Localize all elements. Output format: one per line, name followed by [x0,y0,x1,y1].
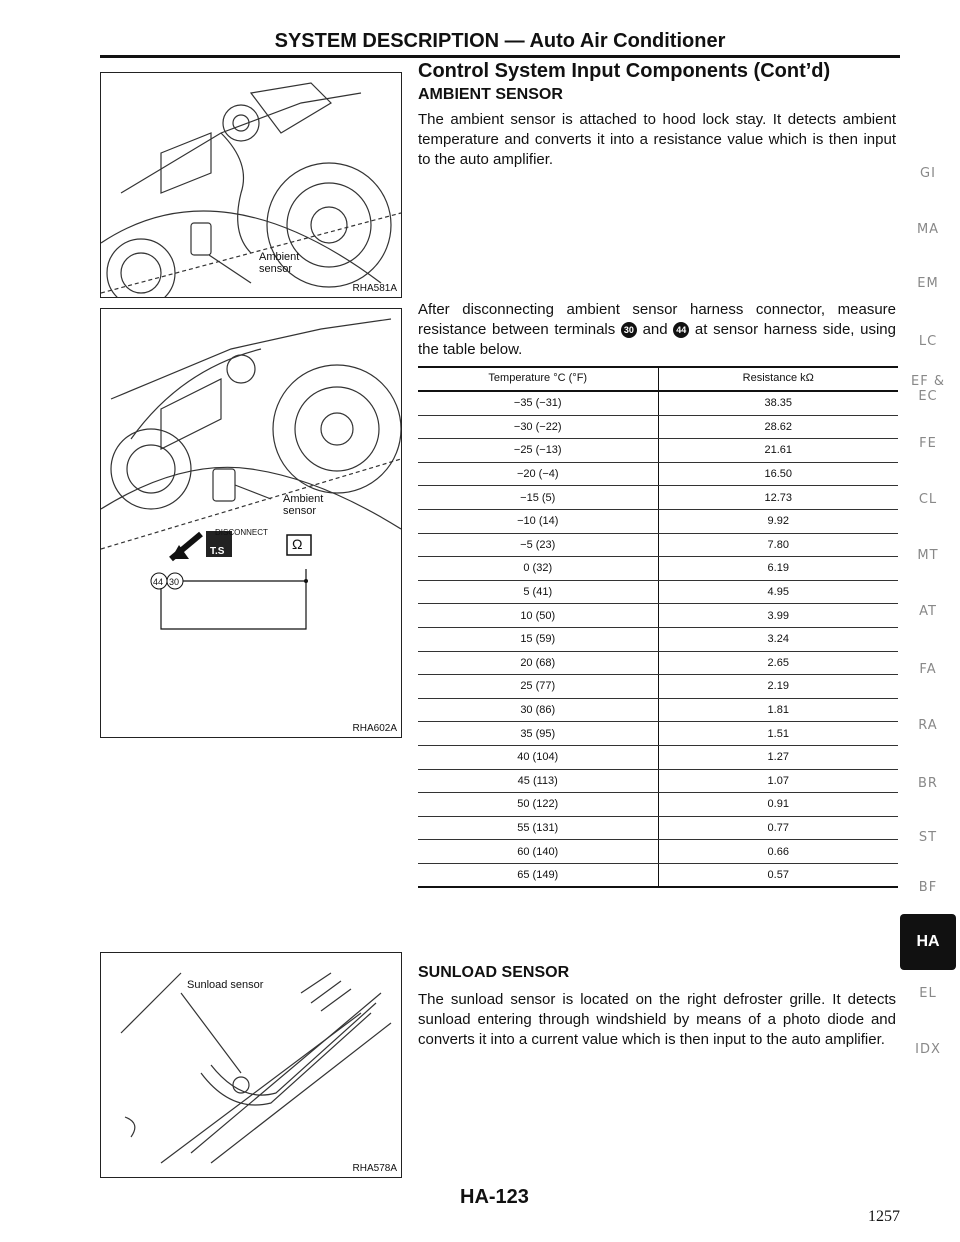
table-row [418,580,898,604]
temperature-cell: 5 (41) [418,580,658,604]
temperature-cell: 30 (86) [418,698,658,722]
temperature-cell: 10 (50) [418,604,658,628]
figure-code: RHA602A [352,723,397,734]
section-tab-fe[interactable]: FE [919,436,937,451]
temperature-cell: 65 (149) [418,863,658,887]
table-row [418,627,898,651]
disconnect-label: DISCONNECT [215,528,268,537]
table-row [418,769,898,793]
table-row [418,415,898,439]
temperature-cell: 40 (104) [418,745,658,769]
ambient-sensor-callout: Ambient sensor [283,493,324,517]
temperature-cell: −30 (−22) [418,415,658,439]
temperature-cell: 25 (77) [418,675,658,699]
page-code: HA-123 [460,1186,529,1208]
figure-code: RHA578A [352,1163,397,1174]
instruction-text-and: and [636,321,674,338]
temperature-cell: 55 (131) [418,816,658,840]
section-tab-idx[interactable]: IDX [915,1042,941,1057]
instruction-text-2: at sensor harness side, using the table below. [418,321,896,358]
sunload-sensor-description: The sunload sensor is located on the right defroster grille. It detects sunload entering through windshield by means of a photo diode and converts it into a current value which is then input to the auto amplifier. [418,991,896,1048]
header-rule [100,55,900,58]
table-row [418,863,898,887]
active-section-tab-ha[interactable]: HA [900,914,956,970]
ambient-sensor-callout: Ambient sensor [259,251,300,275]
instruction-text-1: After disconnecting ambient sensor harness connector, measure resistance between terminals [418,301,896,338]
ambient-sensor-description: The ambient sensor is attached to hood lock stay. It detects ambient temperature and converts it into a resistance value which is then input to the auto amplifier. [418,111,896,168]
resistance-cell: 2.19 [658,675,898,699]
table-row [418,840,898,864]
table-row [418,557,898,581]
resistance-table-body [418,391,898,887]
temperature-cell: −35 (−31) [418,391,658,415]
table-row [418,675,898,699]
sunload-sensor-location-figure [100,952,402,1178]
section-tab-em[interactable]: EM [917,276,939,291]
resistance-cell: 16.50 [658,462,898,486]
temperature-cell: −25 (−13) [418,439,658,463]
section-tab-at[interactable]: AT [919,604,937,619]
resistance-cell: 1.07 [658,769,898,793]
engine-bay-illustration [101,73,401,297]
section-tab-lc[interactable]: LC [918,334,938,349]
resistance-cell: 2.65 [658,651,898,675]
sunload-sensor-heading: SUNLOAD SENSOR [418,964,570,981]
temperature-cell: 45 (113) [418,769,658,793]
resistance-cell: 28.62 [658,415,898,439]
terminal-30-badge: 30 [621,322,637,338]
resistance-cell: 0.77 [658,816,898,840]
resistance-cell: 0.91 [658,793,898,817]
ts-label: T.S [210,546,225,557]
table-row [418,793,898,817]
temperature-cell: −10 (14) [418,509,658,533]
temperature-cell: 0 (32) [418,557,658,581]
section-tab-br[interactable]: BR [918,776,938,791]
temperature-cell: 35 (95) [418,722,658,746]
temperature-cell: 60 (140) [418,840,658,864]
temperature-cell: −15 (5) [418,486,658,510]
temperature-cell: 50 (122) [418,793,658,817]
ambient-sensor-location-figure [100,72,402,298]
terminal-44-label: 44 [153,577,164,587]
section-tab-el[interactable]: EL [919,986,937,1001]
resistance-cell: 1.27 [658,745,898,769]
section-tab-st[interactable]: ST [918,830,938,845]
ambient-sensor-heading: AMBIENT SENSOR [418,86,563,103]
section-tab-ma[interactable]: MA [916,222,940,237]
section-tab-cl[interactable]: CL [918,492,938,507]
section-tab-fa[interactable]: FA [919,662,937,677]
table-row [418,391,898,415]
terminal-30-label: 30 [169,577,180,587]
resistance-table [418,366,898,888]
measurement-instruction [418,300,896,360]
temperature-cell: 20 (68) [418,651,658,675]
page-number: 1257 [868,1208,900,1225]
table-row [418,533,898,557]
resistance-cell: 6.19 [658,557,898,581]
table-row [418,722,898,746]
table-row [418,439,898,463]
table-row [418,698,898,722]
resistance-cell: 9.92 [658,509,898,533]
temperature-cell: −5 (23) [418,533,658,557]
resistance-cell: 7.80 [658,533,898,557]
ambient-sensor-measurement-figure [100,308,402,738]
section-tab-ef-ec[interactable]: EF & EC [911,374,945,404]
resistance-cell: 38.35 [658,391,898,415]
table-row [418,745,898,769]
table-row [418,462,898,486]
resistance-cell: 0.57 [658,863,898,887]
terminal-44-badge: 44 [673,322,689,338]
temperature-column-header: Temperature °C (°F) [418,367,658,391]
resistance-column-header: Resistance kΩ [658,367,898,391]
temperature-cell: −20 (−4) [418,462,658,486]
section-tab-mt[interactable]: MT [917,548,939,563]
section-tab-bf[interactable]: BF [918,880,938,895]
sunload-sensor-callout: Sunload sensor [187,979,264,991]
page-header-title: SYSTEM DESCRIPTION — Auto Air Conditioner [274,30,726,52]
resistance-cell: 0.66 [658,840,898,864]
ohm-symbol: Ω [292,536,303,552]
resistance-cell: 3.99 [658,604,898,628]
resistance-cell: 21.61 [658,439,898,463]
section-tab-ra[interactable]: RA [918,718,938,733]
section-title: Control System Input Components (Cont’d) [418,60,831,82]
table-row [418,651,898,675]
measurement-illustration [101,309,401,737]
table-row [418,486,898,510]
resistance-cell: 1.51 [658,722,898,746]
figure-code: RHA581A [352,283,397,294]
table-row [418,604,898,628]
resistance-cell: 12.73 [658,486,898,510]
table-row [418,816,898,840]
section-tab-gi[interactable]: GI [920,166,936,181]
resistance-cell: 3.24 [658,627,898,651]
table-row [418,509,898,533]
temperature-cell: 15 (59) [418,627,658,651]
resistance-cell: 4.95 [658,580,898,604]
resistance-cell: 1.81 [658,698,898,722]
